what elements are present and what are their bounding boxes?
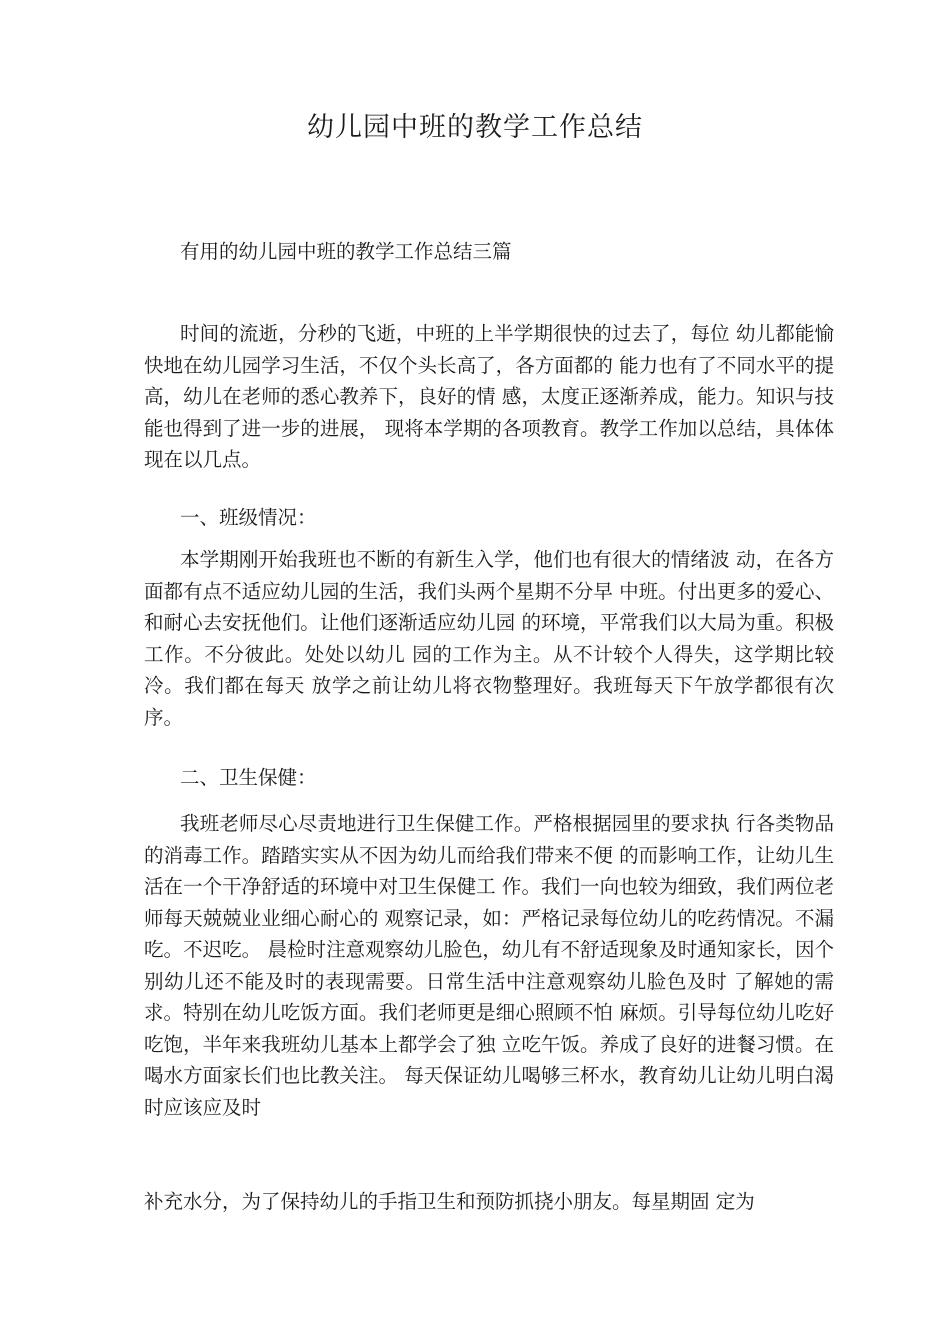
document-subtitle: 有用的幼儿园中班的教学工作总结三篇 <box>180 240 512 263</box>
health-care-paragraph: 我班老师尽心尽责地进行卫生保健工作。严格根据园里的要求执 行各类物品的消毒工作。踏踏实实从不因为幼儿而给我们带来不便 的而影响工作，让幼儿生活在一个干净舒适的环境中对卫生保健工 作。我们一向也较为细致，我们两位老师每天兢兢业业细心耐心的 观察记录，如：严格记录每位幼儿的吃药情况。不漏吃。不迟吃。 晨检时注意观察幼儿脸色，幼儿有不舒适现象及时通知家长，因个 别幼儿还不能及时的表现需要。日常生活中注意观察幼儿脸色及时 了解她的需求。特别在幼儿吃饭方面。我们老师更是细心照顾不怕 麻烦。引导每位幼儿吃好吃饱，半年来我班幼儿基本上都学会了独 立吃午饭。养成了良好的进餐习惯。在喝水方面家长们也比教关注。 每天保证幼儿喝够三杯水，教育幼儿让幼儿明白渴时应该应及时 <box>144 812 834 1119</box>
intro-paragraph: 时间的流逝，分秒的飞逝，中班的上半学期很快的过去了，每位 幼儿都能愉快地在幼儿园学习生活，不仅个头长高了，各方面都的 能力也有了不同水平的提高，幼儿在老师的悉心教养下，良好的情 感，太度正逐渐养成，能力。知识与技能也得到了进一步的进展， 现将本学期的各项教育。教学工作加以总结，具体体现在以几点。 <box>144 322 834 471</box>
class-situation-paragraph: 本学期刚开始我班也不断的有新生入学，他们也有很大的情绪波 动，在各方面都有点不适应幼儿园的生活，我们头两个星期不分早 中班。付出更多的爱心、和耐心去安抚他们。让他们逐渐适应幼儿园 的环境，平常我们以大局为重。积极工作。不分彼此。处处以幼儿 园的工作为主。从不计较个人得失，这学期比较冷。我们都在每天 放学之前让幼儿将衣物整理好。我班每天下午放学都很有次序。 <box>144 548 834 729</box>
section-heading-class-situation: 一、班级情况： <box>180 506 317 529</box>
section-heading-health-care: 二、卫生保健： <box>180 766 317 789</box>
continuation-paragraph: 补充水分，为了保持幼儿的手指卫生和预防抓挠小朋友。每星期固 定为 <box>144 1190 755 1213</box>
document-title: 幼儿园中班的教学工作总结 <box>307 112 643 143</box>
